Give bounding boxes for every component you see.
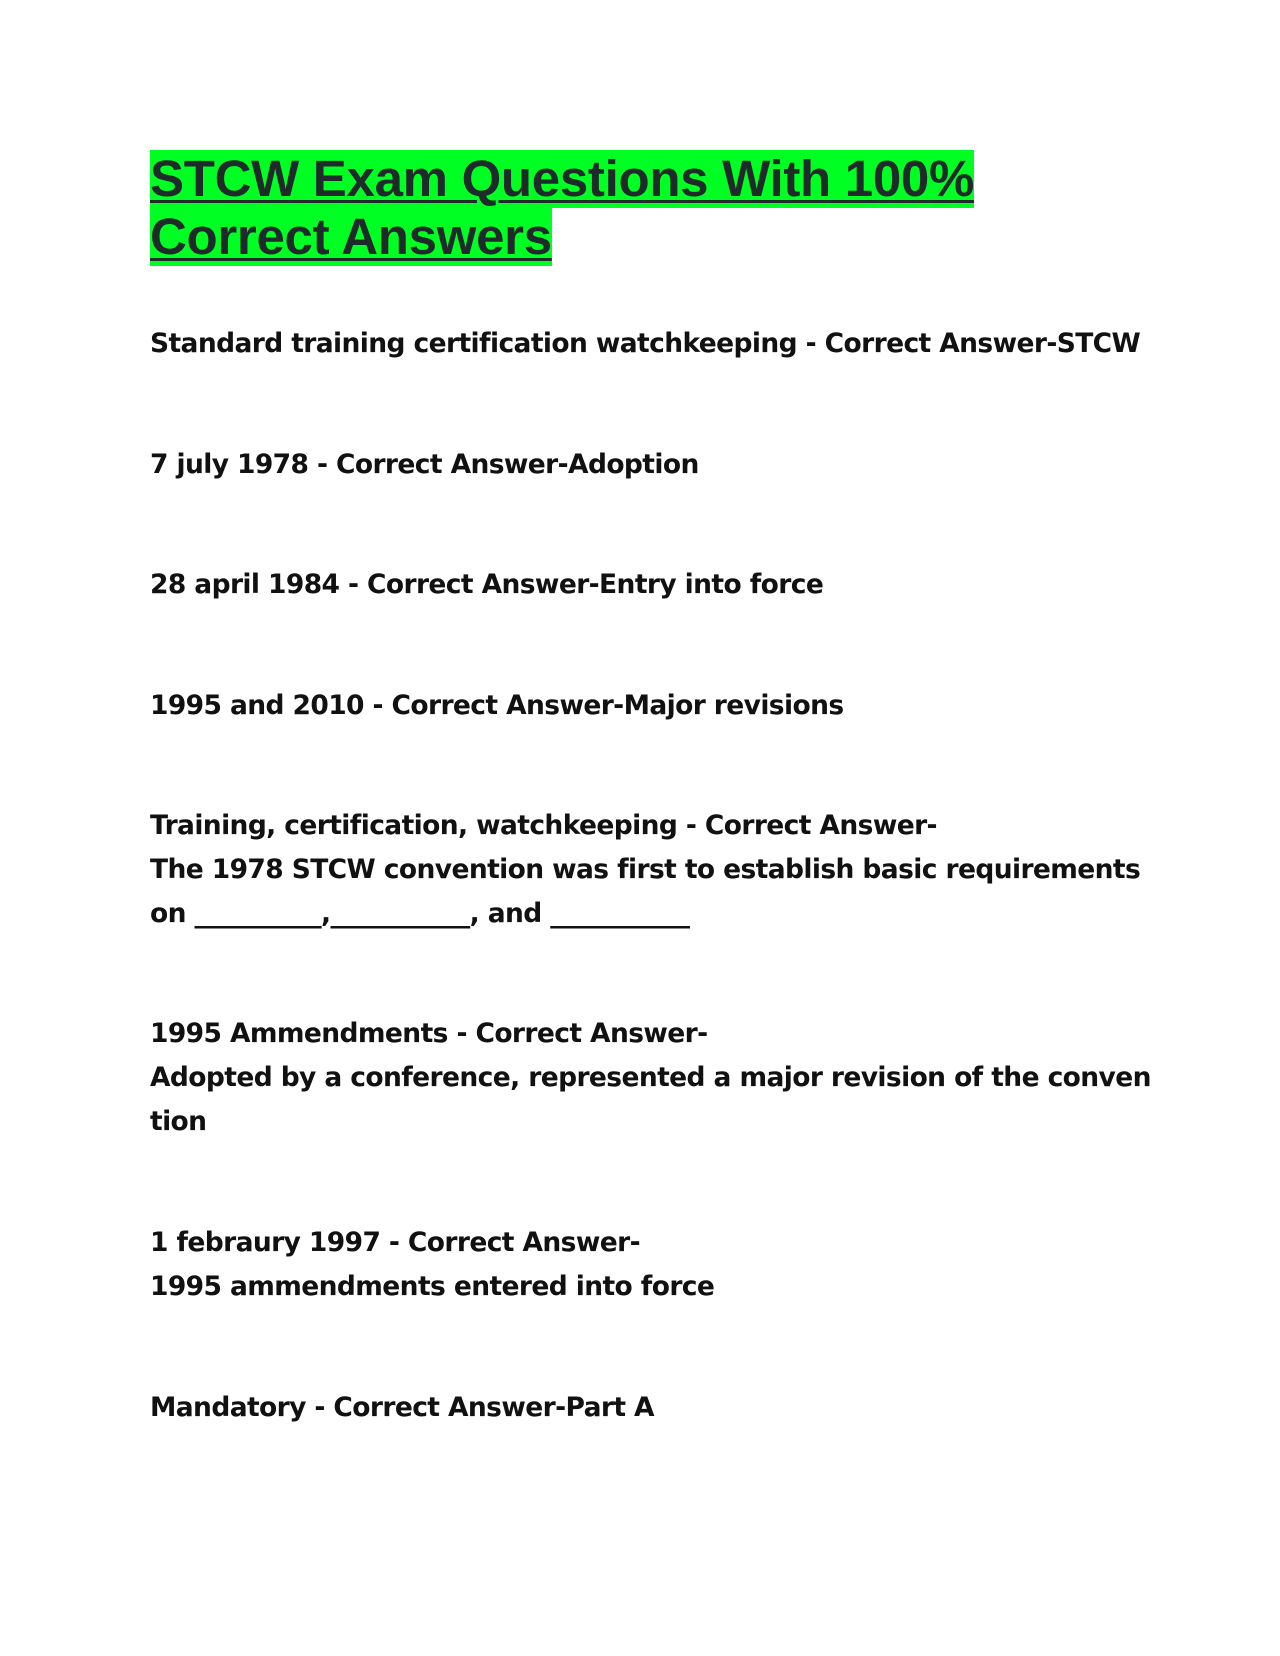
qa-entry-text: The 1978 STCW convention was first to establish basic requirements	[150, 854, 1141, 885]
qa-entry-text: 1995 and 2010 - Correct Answer-Major revisions	[150, 690, 844, 721]
qa-entry-4	[150, 684, 1150, 728]
document-title	[150, 150, 1150, 266]
title-line-1: STCW Exam Questions With 100%	[150, 150, 975, 207]
title-line-2: Correct Answers	[150, 208, 552, 265]
qa-entry-text: Mandatory - Correct Answer-Part A	[150, 1392, 654, 1423]
qa-entry-5	[150, 804, 1150, 936]
qa-entry-text: 7 july 1978 - Correct Answer-Adoption	[150, 449, 699, 480]
qa-entry-text: tion	[150, 1106, 207, 1137]
qa-entry-3	[150, 563, 1150, 607]
qa-entry-1	[150, 322, 1150, 366]
qa-entry-8	[150, 1386, 1150, 1430]
qa-entry-text: 1995 ammendments entered into force	[150, 1271, 715, 1302]
qa-entry-text: 1 febraury 1997 - Correct Answer-	[150, 1227, 640, 1258]
qa-entry-7	[150, 1221, 1150, 1309]
qa-entry-2	[150, 443, 1150, 487]
qa-entry-text: Standard training certification watchkeeping - Correct Answer-STCW	[150, 328, 1141, 359]
qa-entry-text: 1995 Ammendments - Correct Answer-	[150, 1018, 708, 1049]
qa-entry-text: 28 april 1984 - Correct Answer-Entry into force	[150, 569, 824, 600]
qa-entry-text: Training, certification, watchkeeping - Correct Answer-	[150, 810, 937, 841]
qa-entry-text: on __________,___________, and ___________	[150, 898, 690, 929]
qa-entry-6	[150, 1012, 1150, 1144]
qa-entry-text: Adopted by a conference, represented a major revision of the conven	[150, 1062, 1151, 1093]
